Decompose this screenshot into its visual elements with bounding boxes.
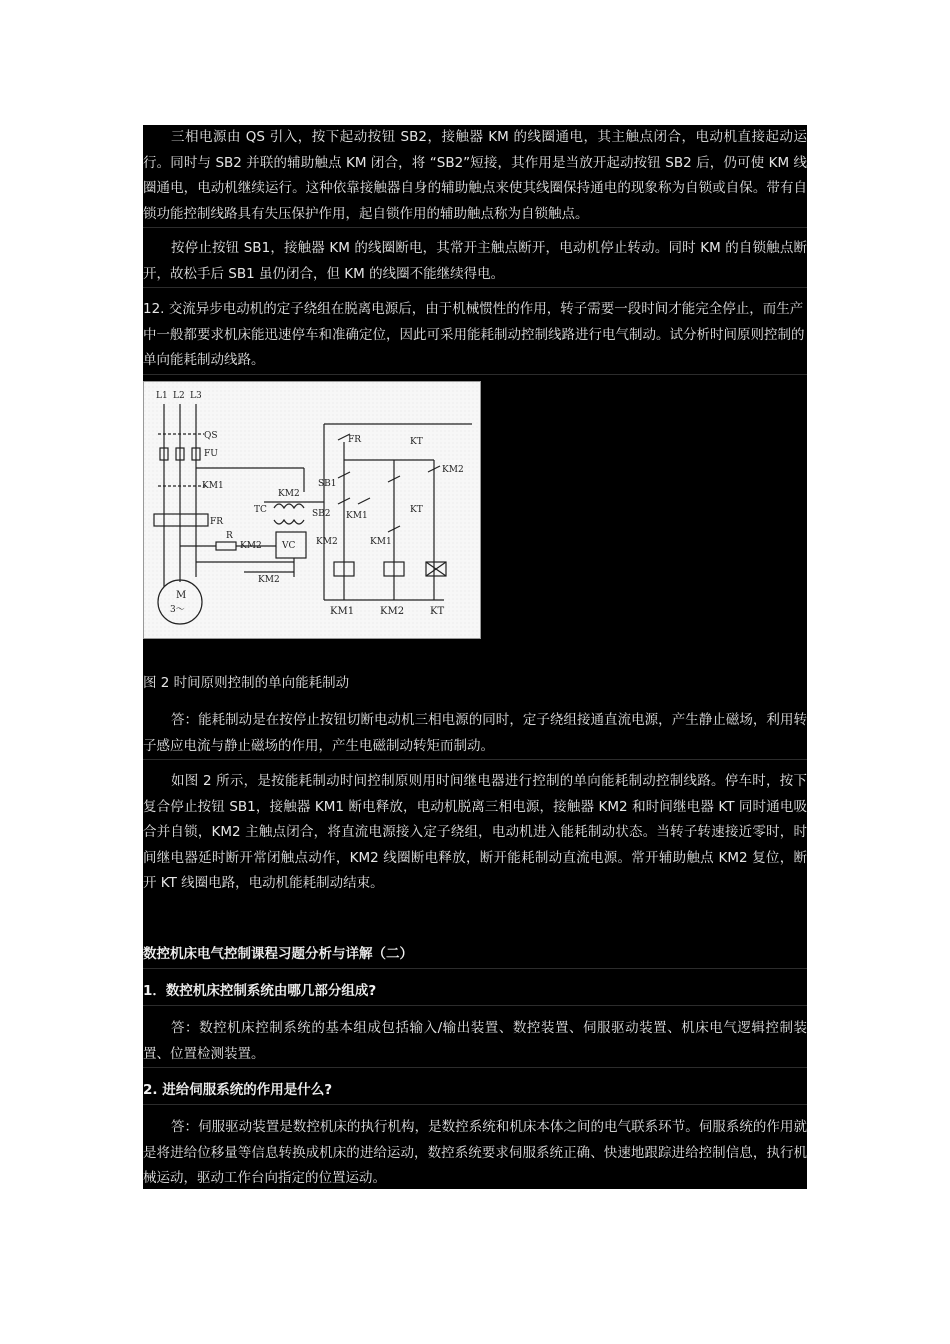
label-SB2: SB2: [312, 509, 331, 519]
label-L3: L3: [190, 391, 202, 401]
label-SB1: SB1: [318, 479, 337, 489]
label-TC: TC: [254, 505, 267, 515]
question-2: 2. 进给伺服系统的作用是什么?: [143, 1078, 807, 1105]
label-FR-ctrl: FR: [348, 435, 362, 445]
label-VC: VC: [282, 541, 296, 551]
circuit-diagram: [144, 382, 480, 638]
circuit-diagram-figure: [143, 381, 481, 639]
answer-1: 答：数控机床控制系统的基本组成包括输入/输出装置、数控装置、伺服驱动装置、机床电气逻辑控制装置、位置检测装置。: [143, 1016, 807, 1068]
label-FU: FU: [204, 449, 218, 459]
label-KT-contact: KT: [410, 505, 423, 515]
paragraph-stop-button: 按停止按钮 SB1，接触器 KM 的线圈断电，其常开主触点断开，电动机停止转动。同时 KM 的自锁触点断开，故松手后 SB1 虽仍闭合，但 KM 的线圈不能继续得电。: [143, 236, 807, 288]
label-FR-main: FR: [210, 517, 224, 527]
figure-caption: 图 2 时间原则控制的单向能耗制动: [143, 675, 350, 691]
section-title: 数控机床电气控制课程习题分析与详解（二）: [143, 942, 807, 969]
label-motor: M: [176, 590, 187, 601]
label-motor-sub: 3～: [170, 605, 185, 615]
label-QS: QS: [204, 431, 218, 441]
answer-12-part1: 答：能耗制动是在按停止按钮切断电动机三相电源的同时，定子绕组接通直流电源，产生静止磁场，利用转子感应电流与静止磁场的作用，产生电磁制动转矩而制动。: [143, 708, 807, 760]
label-KT-top: KT: [410, 437, 423, 447]
label-coil-KM1: KM1: [330, 606, 355, 617]
label-coil-KT: KT: [430, 606, 445, 617]
paragraph-self-lock: 三相电源由 QS 引入，按下起动按钮 SB2，接触器 KM 的线圈通电，其主触点闭合，电动机直接起动运行。同时与 SB2 并联的辅助触点 KM 闭合，将 “SB2”短接，其作用是当放开起动按钮 SB2 后，仍可使 KM 线圈通电，电动机继续运行。这种依靠接触器自身的辅助触点来使其线圈保持通电的现象称为自锁或自保。带有自锁功能控制线路具有失压保护作用，起自锁作用的辅助触点称为自锁触点。: [143, 125, 807, 228]
label-KM1-ctrl2: KM1: [370, 537, 392, 547]
label-KM1-ctrl: KM1: [346, 511, 368, 521]
label-KM2-ctrl: KM2: [316, 537, 338, 547]
label-coil-KM2: KM2: [380, 606, 405, 617]
label-KM1-main: KM1: [202, 481, 224, 491]
question-1: 1．数控机床控制系统由哪几部分组成?: [143, 979, 807, 1006]
answer-12-part2: 如图 2 所示，是按能耗制动时间控制原则用时间继电器进行控制的单向能耗制动控制线路。停车时，按下复合停止按钮 SB1，接触器 KM1 断电释放，电动机脱离三相电源，接触器 KM2 和时间继电器 KT 同时通电吸合并自锁，KM2 主触点闭合，将直流电源接入定子绕组，电动机进入能耗制动状态。当转子转速接近零时，时间继电器延时断开常闭触点动作，KM2 线圈断电释放，断开能耗制动直流电源。常开辅助触点 KM2 复位，断开 KT 线圈电路，电动机能耗制动结束。: [143, 773, 807, 891]
label-R: R: [226, 531, 233, 541]
label-KM2-bottom: KM2: [258, 575, 280, 585]
question-12: 12. 交流异步电动机的定子绕组在脱离电源后，由于机械惯性的作用，转子需要一段时间才能完全停止，而生产中一般都要求机床能迅速停车和准确定位，因此可采用能耗制动控制线路进行电气制动。试分析时间原则控制的单向能耗制动线路。: [143, 297, 807, 375]
label-KM2-main: KM2: [240, 541, 262, 551]
label-KM2-ctrl-top: KM2: [442, 465, 464, 475]
answer-2: 答：伺服驱动装置是数控机床的执行机构，是数控系统和机床本体之间的电气联系环节。伺服系统的作用就是将进给位移量等信息转换成机床的进给运动，数控系统要求伺服系统正确、快速地跟踪进给控制信息，执行机械运动，驱动工作台向指定的位置运动。: [143, 1119, 807, 1186]
label-KM2-top: KM2: [278, 489, 300, 499]
label-L1: L1: [156, 391, 168, 401]
label-L2: L2: [173, 391, 185, 401]
